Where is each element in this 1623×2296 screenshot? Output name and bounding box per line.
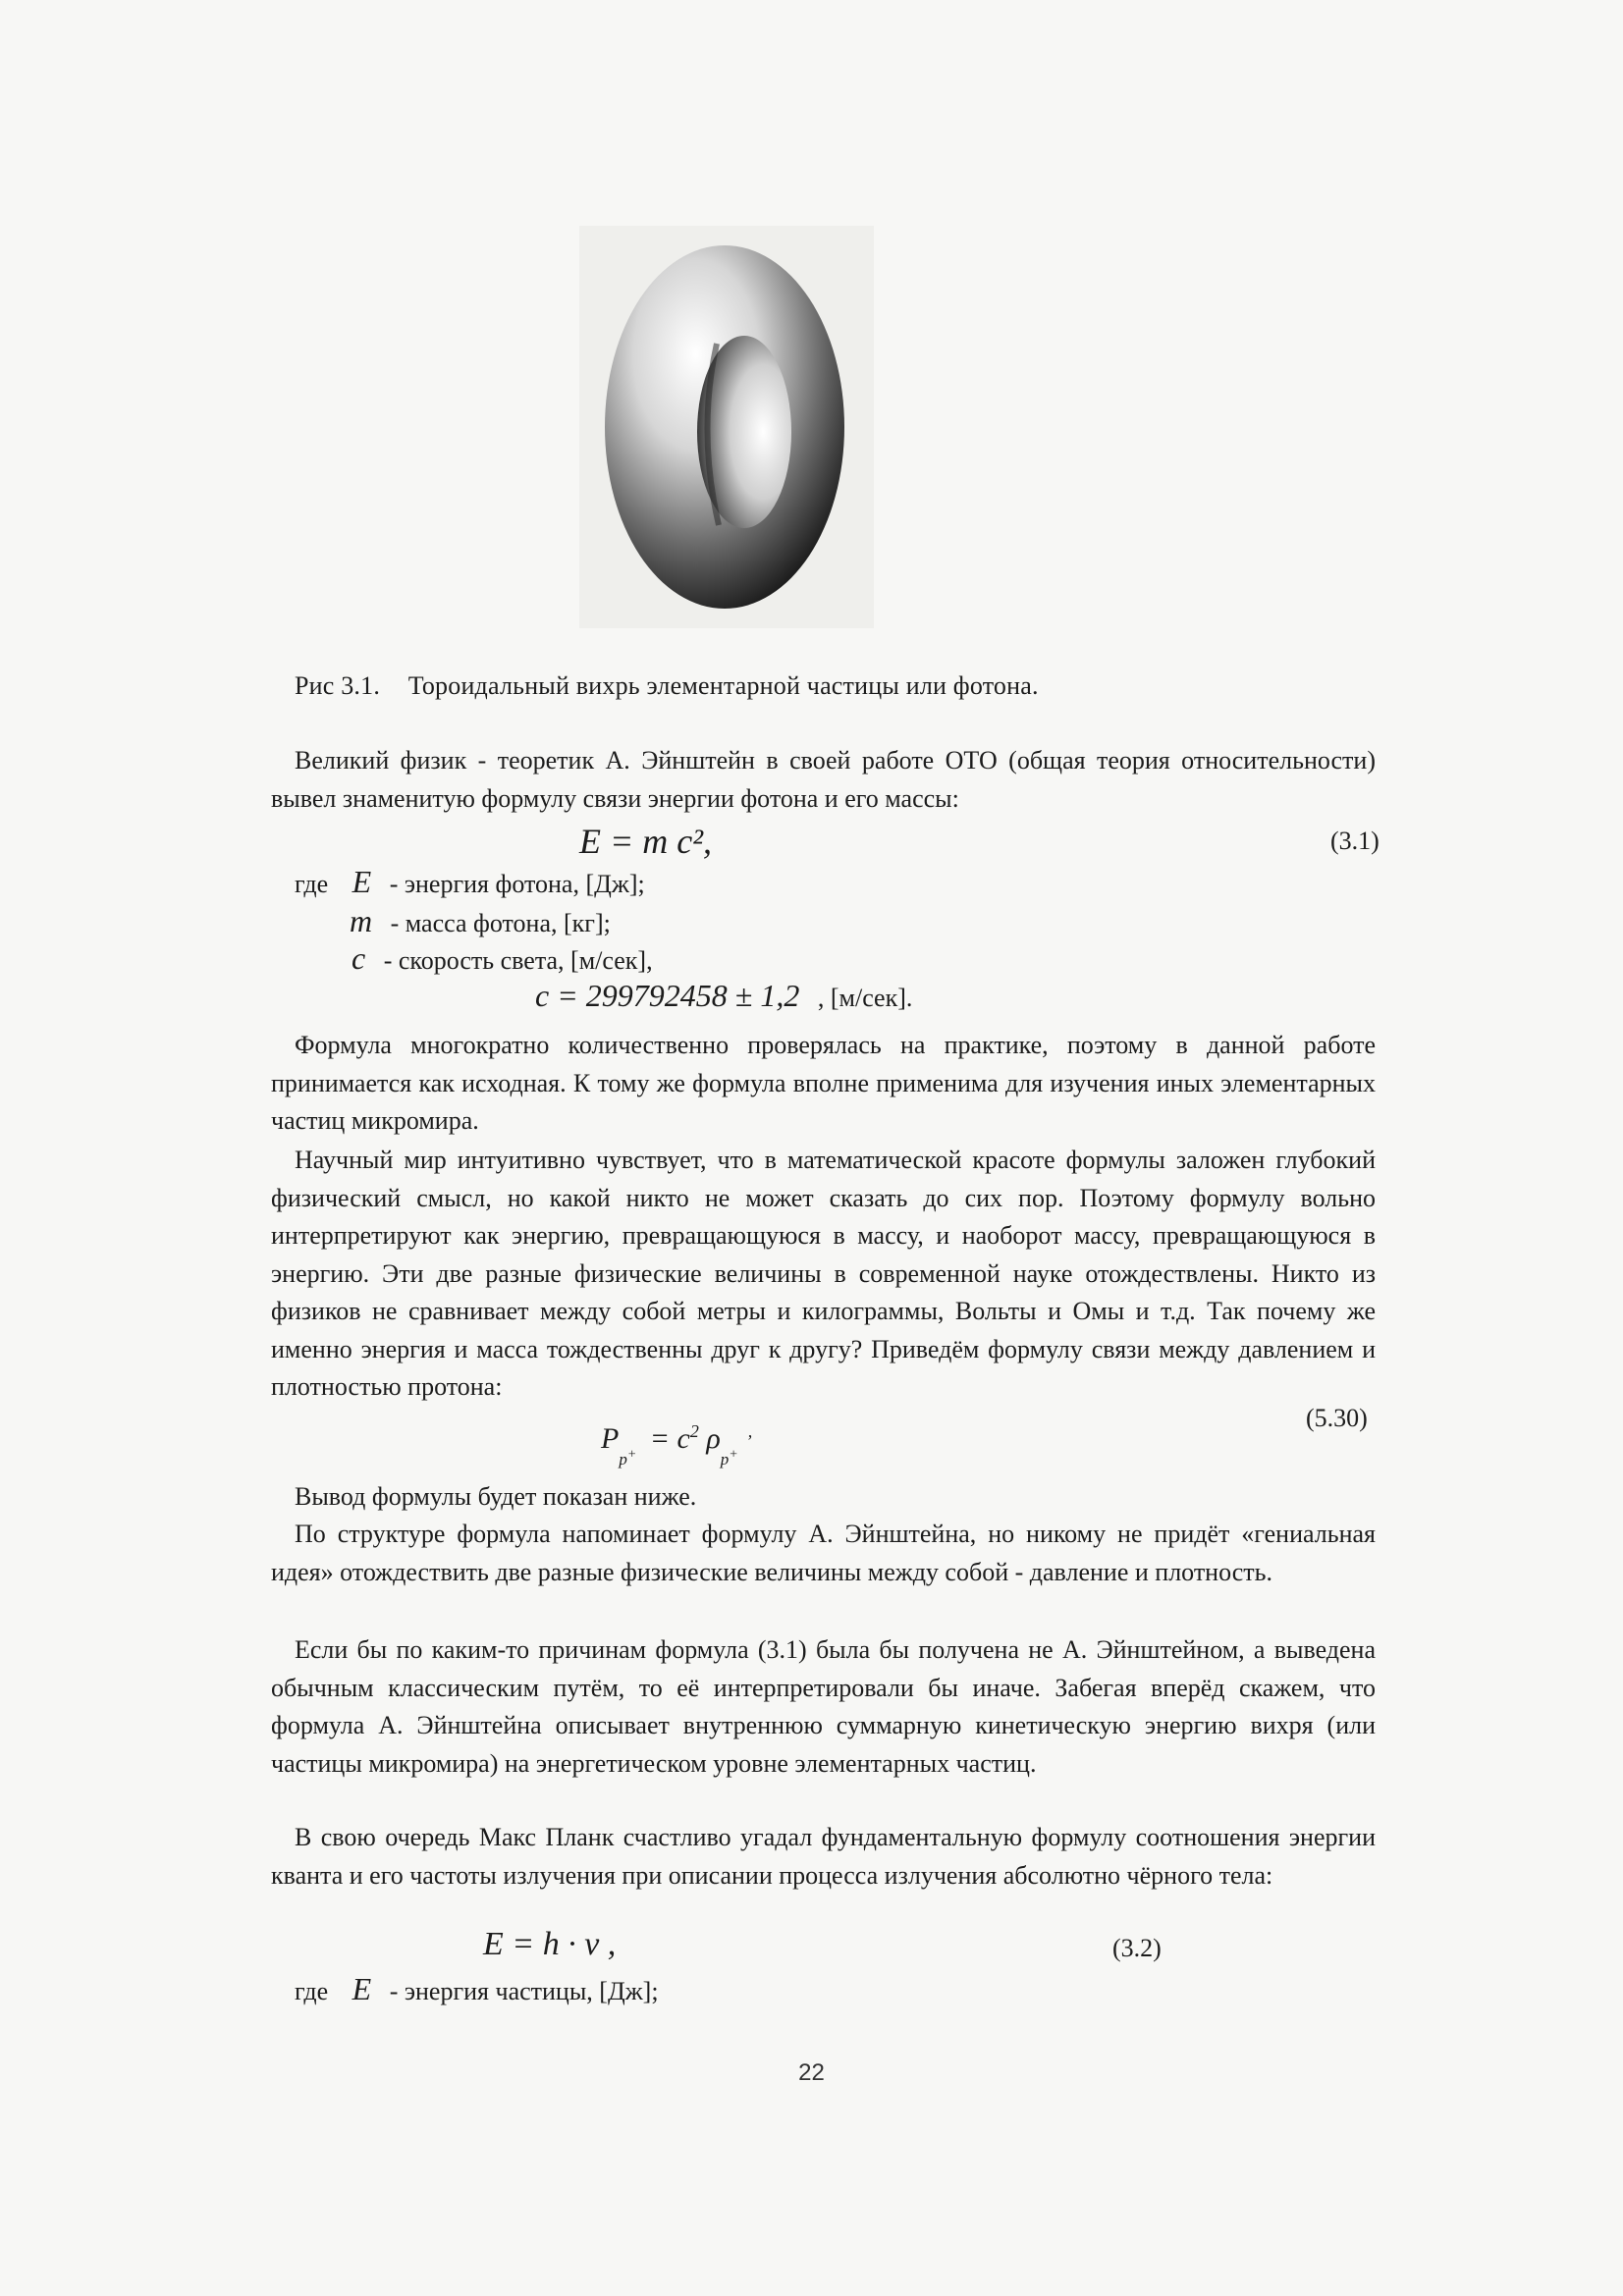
figure-caption bbox=[295, 671, 1039, 701]
paragraph-derivation-below: Вывод формулы будет показан ниже. bbox=[295, 1482, 697, 1511]
symbol-E: E bbox=[352, 1971, 372, 2006]
page-number: 22 bbox=[798, 2059, 825, 2086]
paragraph-formula-verified: Формула многократно количественно проверялась на практике, поэтому в данной работе принимается как исходная. К тому же формула вполне применима для изучения иных элементарных частиц микромира. bbox=[271, 1031, 1376, 1135]
torus-image bbox=[579, 226, 874, 628]
caption-text: Тороидальный вихрь элементарной частицы или фотона. bbox=[407, 671, 1039, 700]
equation-3-1: E = m c², bbox=[579, 822, 713, 861]
where-label: где bbox=[295, 870, 329, 898]
equals-c: = c bbox=[649, 1422, 690, 1455]
symbol-E: E bbox=[352, 864, 372, 899]
where-label: где bbox=[295, 1977, 329, 2005]
definition-m-text: - масса фотона, [кг]; bbox=[390, 909, 611, 937]
paragraph-einstein: Великий физик - теоретик А. Эйнштейн в своей работе ОТО (общая теория относительности) вывел знаменитую формулу связи энергии фотона и его массы: bbox=[271, 746, 1376, 813]
paragraph-scientific-world: Научный мир интуитивно чувствует, что в математической красоте формулы заложен глубокий физический смысл, но какой никто не может сказать до сих пор. Поэтому формулу вольно интерпретируют как энергию, превращающуюся в массу, и наоборот массу, превращающуюся в энергию. Эти две разные физические величины в современной науке отождествлены. Никто из физиков не сравнивает между собой метры и килограммы, Вольты и Омы и т.д. Так почему же именно энергия и масса тождественны друг к другу? Приведём формулу связи между давлением и плотностью протона: bbox=[271, 1146, 1376, 1401]
equation-number-3-2: (3.2) bbox=[1112, 1934, 1162, 1962]
pressure-symbol: P bbox=[601, 1422, 620, 1455]
definition-c bbox=[352, 940, 653, 977]
definition-c-text: - скорость света, [м/сек], bbox=[383, 946, 653, 975]
rho-subscript: p+ bbox=[720, 1447, 738, 1468]
speed-of-light-value bbox=[535, 978, 912, 1014]
paragraph-structure: По структуре формула напоминает формулу А. Эйнштейна, но никому не придёт «гениальная идея» отождествить две разные физические величины между собой - давление и плотность. bbox=[271, 1520, 1376, 1586]
equation-5-30 bbox=[601, 1421, 753, 1468]
c-value-unit: , [м/сек]. bbox=[817, 984, 913, 1012]
definition-E-text: - энергия фотона, [Дж]; bbox=[389, 870, 645, 898]
pressure-subscript: p+ bbox=[619, 1447, 637, 1468]
symbol-c: c bbox=[352, 940, 366, 976]
c-value-formula: c = 299792458 ± 1,2 bbox=[535, 978, 800, 1013]
power-two: 2 bbox=[689, 1421, 699, 1441]
definition-E-particle bbox=[295, 1971, 659, 2007]
definition-E bbox=[295, 864, 645, 900]
equation-number-5-30: (5.30) bbox=[1306, 1404, 1368, 1432]
equation-number-3-1: (3.1) bbox=[1330, 827, 1380, 855]
comma: , bbox=[747, 1421, 753, 1441]
paragraph-planck: В свою очередь Макс Планк счастливо угадал фундаментальную формулу соотношения энергии кванта и его частоты излучения при описании процесса излучения абсолютно чёрного тела: bbox=[271, 1823, 1376, 1890]
caption-number: Рис 3.1. bbox=[295, 671, 381, 700]
rho-symbol: ρ bbox=[706, 1422, 721, 1455]
equation-3-2: E = h · ν , bbox=[483, 1926, 617, 1962]
paragraph-classical-path: Если бы по каким-то причинам формула (3.1) была бы получена не А. Эйнштейном, а выведена обычным классическим путём, то её интерпретировали бы иначе. Забегая вперёд скажем, что формула А. Эйнштейна описывает внутреннюю суммарную кинетическую энергию вихря (или частицы микромира) на энергетическом уровне элементарных частиц. bbox=[271, 1635, 1376, 1778]
definition-E-particle-text: - энергия частицы, [Дж]; bbox=[389, 1977, 659, 2005]
definition-m bbox=[350, 903, 611, 939]
symbol-m: m bbox=[350, 903, 373, 938]
torus-figure bbox=[579, 226, 874, 628]
